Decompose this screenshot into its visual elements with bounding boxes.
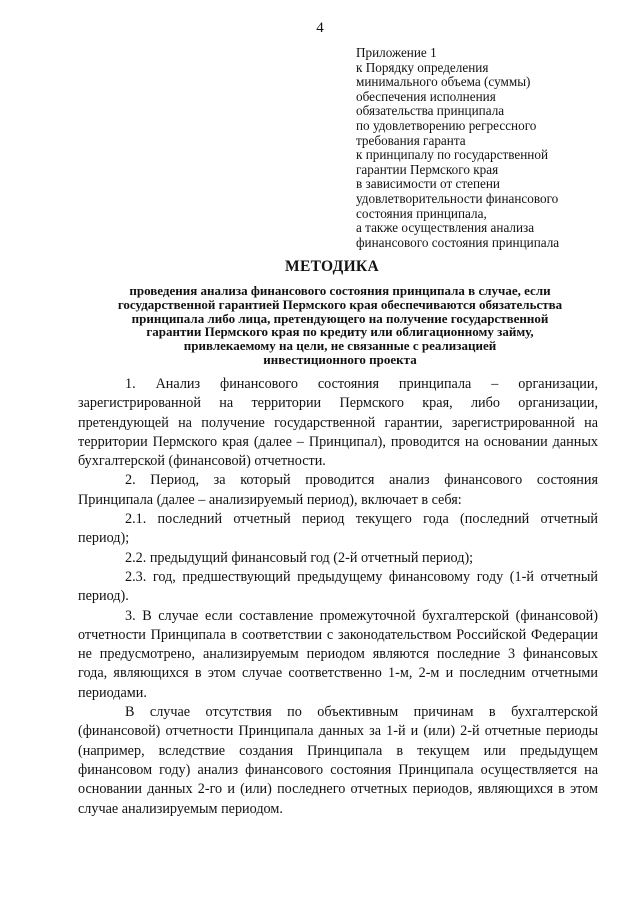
appendix-line: удовлетворительности финансового [356,190,559,206]
subtitle-line: гарантии Пермского края по кредиту или облигационному займу, [146,324,534,340]
appendix-line: обеспечения исполнения [356,88,496,104]
appendix-line: минимального объема (суммы) [356,74,531,90]
appendix-line: финансового состояния принципала [356,234,560,250]
appendix-line: обязательства принципала [356,103,505,119]
paragraph-2-3: 2.3. год, предшествующий предыдущему финансовому году (1-й отчетный период). [78,568,598,605]
document-body [78,375,598,819]
document-title: МЕТОДИКА [285,258,379,275]
document-subtitle [60,284,620,367]
paragraph-3-note: В случае отсутствия по объективным причинам в бухгалтерской (финансовой) отчетности Принципала данных за 1-й и (или) 2-й отчетные периоды (например, вследствие создания Принципала в текущем или предыдущем финансовом году) анализ финансового состояния Принципала осуществляется на основании данных 2-го и (или) последнего отчетных периодов, являющихся в этом случае анализируемым периодом. [78,704,598,817]
appendix-line: Приложение 1 [356,45,437,60]
appendix-line: состояния принципала, [356,205,487,221]
subtitle-line: привлекаемому на цели, не связанные с реализацией [183,338,497,354]
appendix-header [356,46,626,250]
subtitle-line: принципала либо лица, претендующего на получение государственной [131,310,549,326]
appendix-line: к Порядку определения [356,59,489,75]
paragraph-2: 2. Период, за который проводится анализ финансового состояния Принципала (далее – анализируемый период), включает в себя: [78,472,598,508]
paragraph-2-2: 2.2. предыдущий финансовый год (2-й отчетный период); [125,549,474,566]
paragraph-1: 1. Анализ финансового состояния принципала – организации, зарегистрированной на территории Пермского края, либо организации, претендующей на получение государственной гарантии, зарегистрированной на территории Пермского края (далее – Принципал), проводится на основании данных бухгалтерской (финансовой) отчетности. [78,376,598,470]
appendix-line: гарантии Пермского края [356,161,499,177]
appendix-line: в зависимости от степени [356,176,500,192]
subtitle-line: инвестиционного проекта [263,351,417,367]
appendix-line: требования гаранта [356,132,466,148]
paragraph-3: 3. В случае если составление промежуточной бухгалтерской (финансовой) отчетности Принципала в соответствии с законодательством Российской Федерации не предусмотрено, анализируемым периодом являются последние 3 финансовых года, являющихся в этом случае соответственно 1-м, 2-м и последним отчетными периодами. [78,607,598,701]
subtitle-line: государственной гарантией Пермского края обеспечиваются обязательства [117,296,563,312]
page-number: 4 [316,20,324,36]
appendix-line: к принципалу по государственной [356,147,549,163]
appendix-line: а также осуществления анализа [356,220,535,236]
subtitle-line: проведения анализа финансового состояния принципала в случае, если [129,283,551,298]
paragraph-2-1: 2.1. последний отчетный период текущего года (последний отчетный период); [78,511,598,547]
appendix-line: по удовлетворению регрессного [356,117,537,133]
